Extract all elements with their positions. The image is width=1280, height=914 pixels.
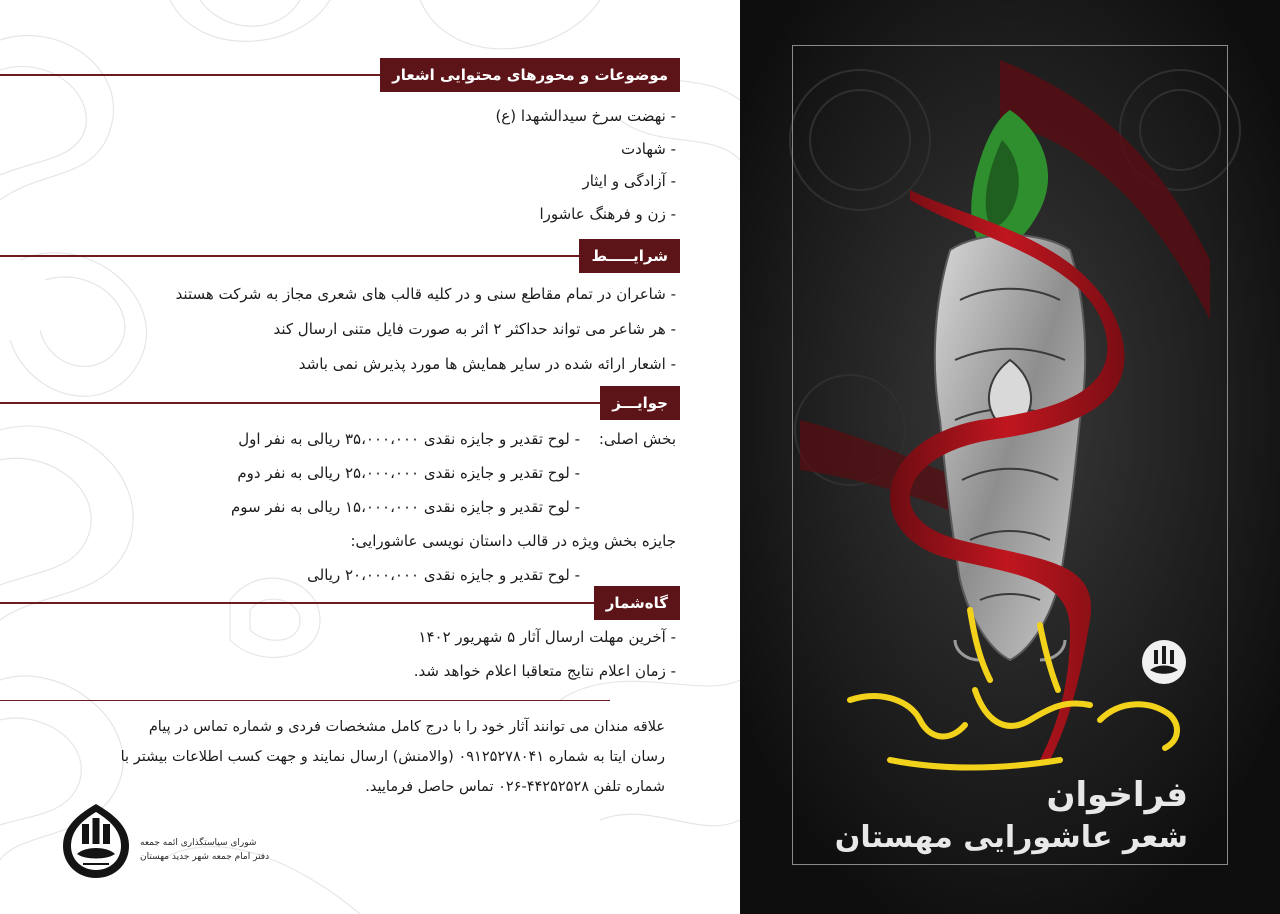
poster-frame xyxy=(792,45,1228,865)
section-rule-schedule xyxy=(0,602,610,604)
schedule-item: - آخرین مهلت ارسال آثار ۵ شهریور ۱۴۰۲ xyxy=(418,628,676,646)
topic-item: - آزادگی و ایثار xyxy=(582,172,676,190)
heading-conditions: شرایـــــط xyxy=(579,239,680,273)
condition-item: - اشعار ارائه شده در سایر همایش ها مورد پذیرش نمی باشد xyxy=(298,355,676,373)
contact-line: شماره تلفن ۴۴۲۵۲۵۲۸-۰۲۶ تماس حاصل فرمایید. xyxy=(365,779,665,795)
schedule-item: - زمان اعلام نتایج متعاقبا اعلام خواهد شد. xyxy=(413,662,676,680)
contact-line: علاقه مندان می توانند آثار خود را با درج کامل مشخصات فردی و شماره تماس در پیام xyxy=(148,719,665,735)
condition-item: - شاعران در تمام مقاطع سنی و در کلیه قالب های شعری مجاز به شرکت هستند xyxy=(175,285,676,303)
condition-item: - هر شاعر می تواند حداکثر ۲ اثر به صورت فایل متنی ارسال کند xyxy=(273,320,676,338)
organizer-line: دفتر امام جمعه شهر جدید مهستان xyxy=(140,852,270,862)
prize-item: - لوح تقدیر و جایزه نقدی ۱۵،۰۰۰،۰۰۰ ریالی به نفر سوم xyxy=(230,498,580,516)
section-rule-prizes xyxy=(0,402,610,404)
section-rule-contact xyxy=(0,700,610,701)
poster-subtitle-1: فراخوان xyxy=(1046,775,1188,815)
prizes-main-label: بخش اصلی: xyxy=(598,430,676,448)
organizer-emblem-icon xyxy=(55,800,137,882)
prize-item: - لوح تقدیر و جایزه نقدی ۲۵،۰۰۰،۰۰۰ ریالی به نفر دوم xyxy=(237,464,580,482)
prize-special-item: - لوح تقدیر و جایزه نقدی ۲۰،۰۰۰،۰۰۰ ریالی xyxy=(307,566,580,584)
poster-subtitle-2: شعر عاشورایی مهستان xyxy=(834,820,1188,855)
prizes-special-label: جایزه بخش ویژه در قالب داستان نویسی عاشورایی: xyxy=(350,532,676,550)
heading-schedule: گاه‌شمار xyxy=(594,586,680,620)
topic-item: - زن و فرهنگ عاشورا xyxy=(539,205,676,223)
topic-item: - نهضت سرخ سیدالشهدا (ع) xyxy=(495,107,676,125)
heading-prizes: جوایـــز xyxy=(600,386,680,420)
section-rule-conditions xyxy=(0,255,610,257)
poster-panel xyxy=(740,0,1280,914)
section-rule-topics xyxy=(0,74,420,76)
topic-item: - شهادت xyxy=(620,140,676,158)
prize-item: - لوح تقدیر و جایزه نقدی ۳۵،۰۰۰،۰۰۰ ریالی به نفر اول xyxy=(238,430,580,448)
organizer-line: شورای سیاستگذاری ائمه جمعه xyxy=(140,838,257,848)
heading-topics: موضوعات و محورهای محتوایی اشعار xyxy=(380,58,680,92)
contact-line: رسان ایتا به شماره ۰۹۱۲۵۲۷۸۰۴۱ (والامنش) ارسال نمایند و جهت کسب اطلاعات بیشتر با xyxy=(120,749,665,765)
contact-paragraph xyxy=(65,712,665,802)
